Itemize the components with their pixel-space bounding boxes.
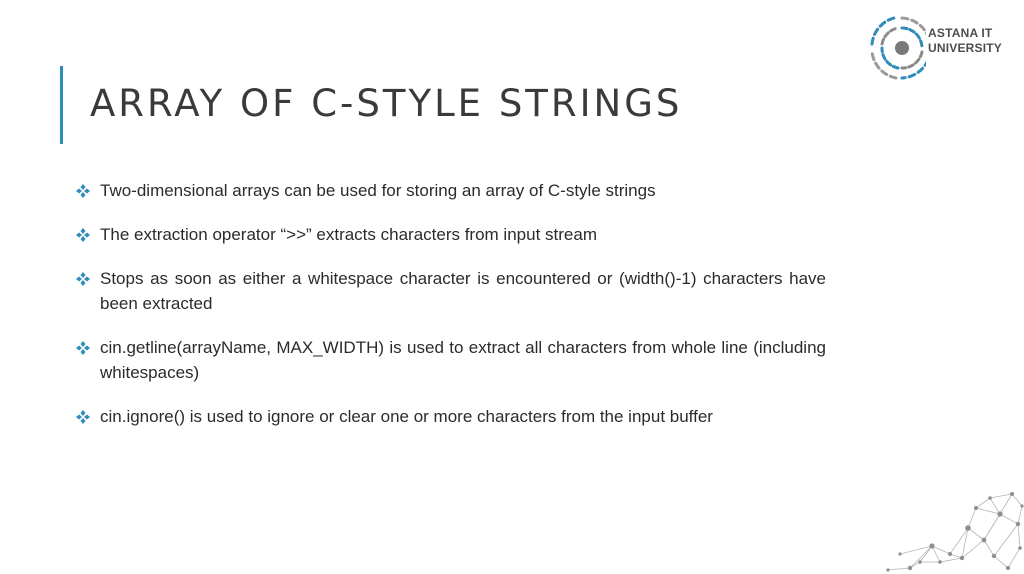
bullet-text: cin.ignore() is used to ignore or clear one or more characters from the input buffer [100,407,713,426]
diamond-bullet-icon [76,228,90,242]
network-decoration-icon [880,458,1024,574]
diamond-bullet-icon [76,184,90,198]
bullet-item [76,404,826,429]
logo-emblem-icon [866,6,926,86]
bullet-item [76,178,826,203]
university-logo [866,6,1016,86]
bullet-item [76,266,826,316]
bullet-text: cin.getline(arrayName, MAX_WIDTH) is used to extract all characters from whole line (including whitespaces) [100,338,826,382]
bullet-list [76,178,826,448]
diamond-bullet-icon [76,272,90,286]
bullet-text: Two-dimensional arrays can be used for storing an array of C-style strings [100,181,656,200]
bullet-item [76,335,826,385]
bullet-item [76,222,826,247]
diamond-bullet-icon [76,410,90,424]
slide-title: ARRAY OF C-STYLE STRINGS [90,82,683,125]
logo-text [928,26,1002,56]
logo-line-2: UNIVERSITY [928,41,1003,55]
title-accent-bar [60,66,63,144]
diamond-bullet-icon [76,341,90,355]
bullet-text: The extraction operator “>>” extracts characters from input stream [100,225,597,244]
logo-line-1: ASTANA IT [928,26,993,40]
bullet-text: Stops as soon as either a whitespace character is encountered or (width()-1) characters have been extracted [100,269,826,313]
